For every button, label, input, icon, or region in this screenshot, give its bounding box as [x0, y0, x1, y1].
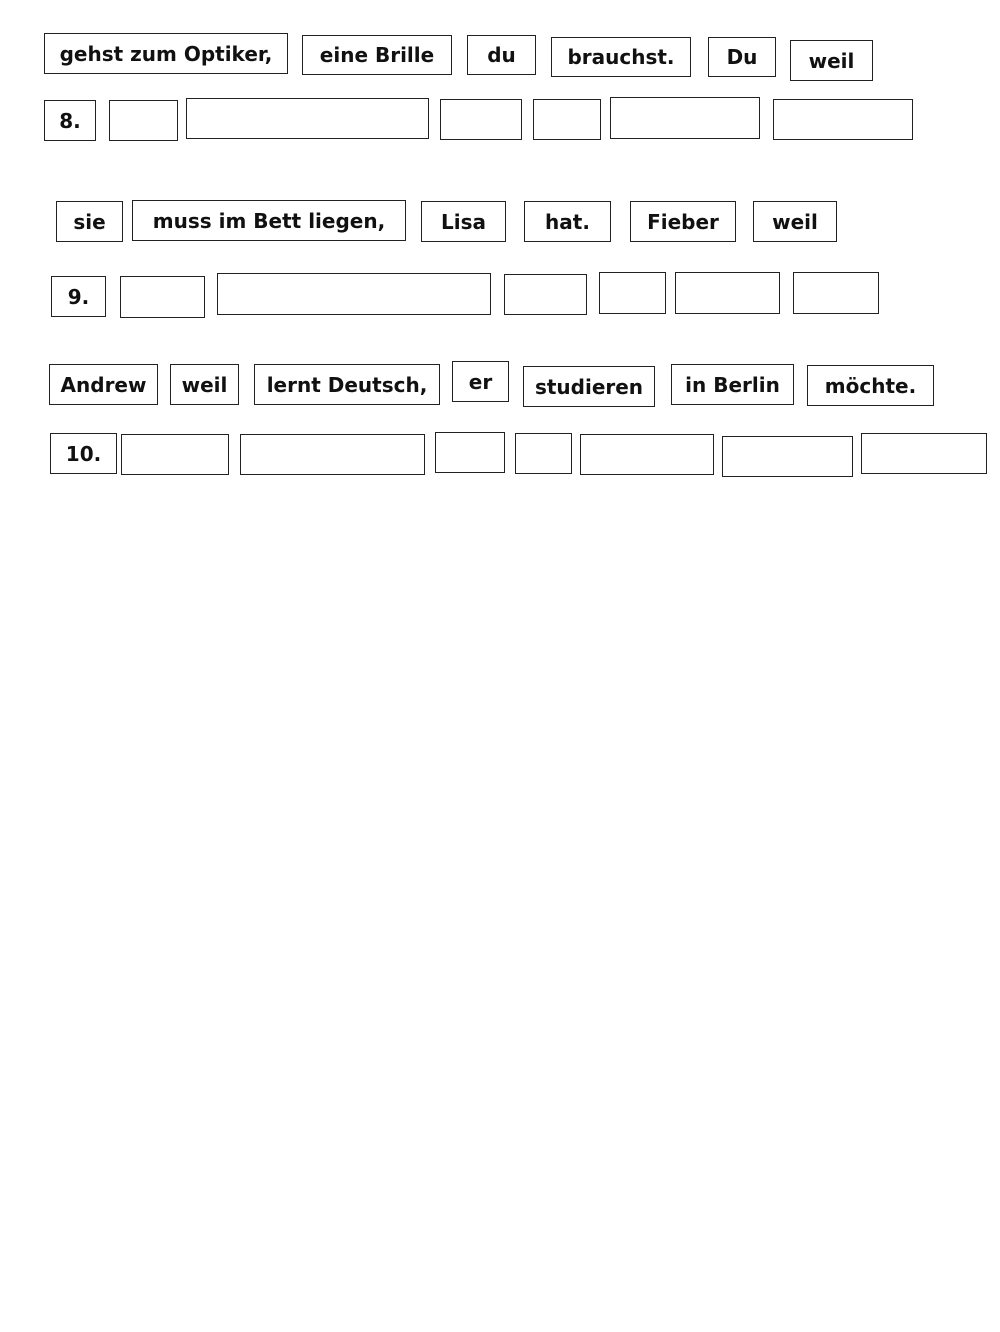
answer-slot[interactable]: [773, 99, 913, 140]
word-tile[interactable]: lernt Deutsch,: [254, 364, 440, 405]
word-tile[interactable]: brauchst.: [551, 37, 691, 77]
answer-slot[interactable]: [120, 276, 205, 318]
word-tile[interactable]: eine Brille: [302, 35, 452, 75]
exercise-number: 9.: [51, 276, 106, 317]
answer-slot[interactable]: [675, 272, 780, 314]
word-tile[interactable]: gehst zum Optiker,: [44, 33, 288, 74]
word-tile[interactable]: möchte.: [807, 365, 934, 406]
answer-slot[interactable]: [610, 97, 760, 139]
exercise-number: 8.: [44, 100, 96, 141]
answer-slot[interactable]: [793, 272, 879, 314]
answer-slot[interactable]: [240, 434, 425, 475]
answer-slot[interactable]: [599, 272, 666, 314]
exercise-number: 10.: [50, 433, 117, 474]
word-tile[interactable]: Fieber: [630, 201, 736, 242]
word-tile[interactable]: Lisa: [421, 201, 506, 242]
answer-slot[interactable]: [722, 436, 853, 477]
answer-slot[interactable]: [515, 433, 572, 474]
word-tile[interactable]: Du: [708, 37, 776, 77]
answer-slot[interactable]: [861, 433, 987, 474]
word-tile[interactable]: weil: [170, 364, 239, 405]
answer-slot[interactable]: [217, 273, 491, 315]
word-tile[interactable]: muss im Bett liegen,: [132, 200, 406, 241]
word-tile[interactable]: studieren: [523, 366, 655, 407]
word-tile[interactable]: in Berlin: [671, 364, 794, 405]
answer-slot[interactable]: [109, 100, 178, 141]
answer-slot[interactable]: [121, 434, 229, 475]
word-tile[interactable]: er: [452, 361, 509, 402]
word-tile[interactable]: sie: [56, 201, 123, 242]
answer-slot[interactable]: [440, 99, 522, 140]
answer-slot[interactable]: [186, 98, 429, 139]
word-tile[interactable]: hat.: [524, 201, 611, 242]
word-tile[interactable]: weil: [753, 201, 837, 242]
answer-slot[interactable]: [504, 274, 587, 315]
answer-slot[interactable]: [533, 99, 601, 140]
answer-slot[interactable]: [580, 434, 714, 475]
answer-slot[interactable]: [435, 432, 505, 473]
word-tile[interactable]: Andrew: [49, 364, 158, 405]
word-tile[interactable]: weil: [790, 40, 873, 81]
word-tile[interactable]: du: [467, 35, 536, 75]
